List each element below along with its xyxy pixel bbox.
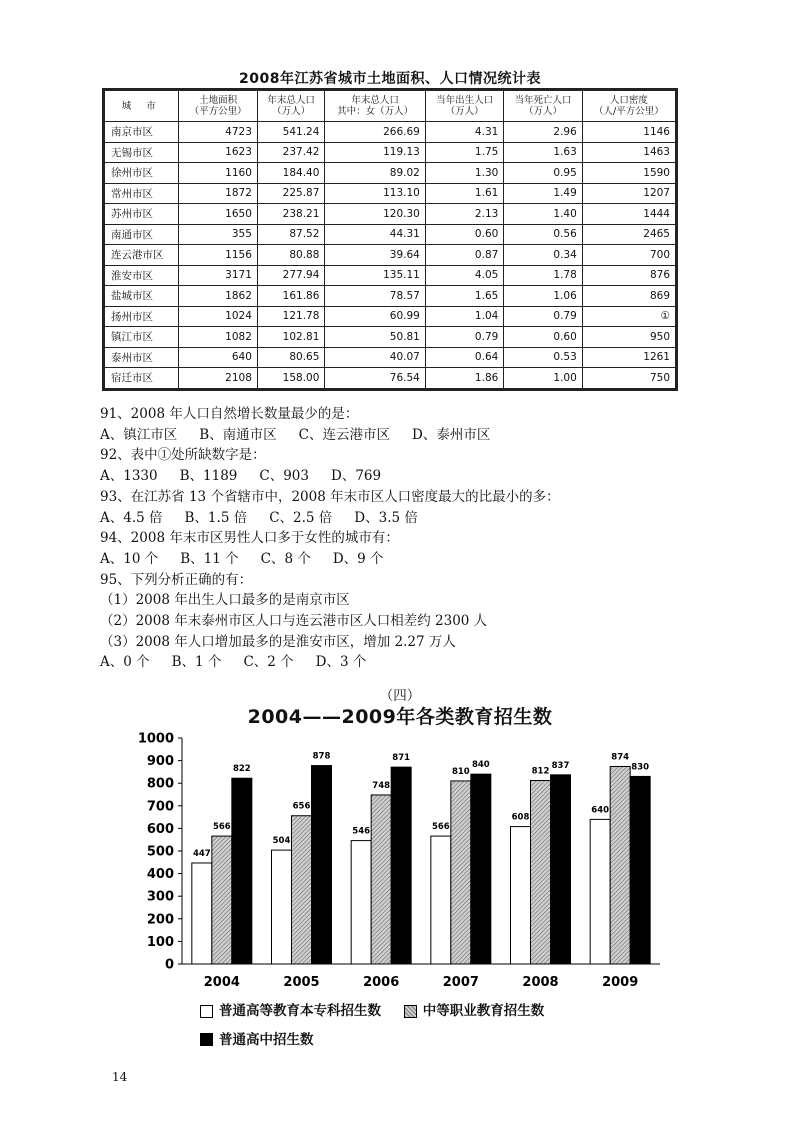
enrollment-bar-chart [120, 730, 680, 992]
question-95-options [100, 652, 740, 673]
city-name-cell: 淮安市区 [105, 265, 179, 286]
data-label: 837 [551, 760, 570, 771]
table-cell: 1261 [582, 347, 675, 368]
question-94-stem: 94、2008 年末市区男性人口多于女性的城市有： [100, 530, 399, 547]
data-label: 822 [232, 764, 251, 775]
table-cell: 1.78 [504, 265, 582, 286]
legend-swatch-white [200, 1005, 213, 1018]
table-cell: 277.94 [257, 265, 325, 286]
legend-swatch-hatch [404, 1005, 417, 1018]
option: B、1 个 [171, 654, 222, 671]
question-93-options [100, 508, 740, 529]
option: A、1330 [100, 468, 158, 485]
city-name-cell: 常州市区 [105, 183, 179, 204]
table-cell: 2108 [179, 368, 257, 389]
table-cell: 78.57 [325, 286, 425, 307]
legend-label: 普通高等教育本专科招生数 [219, 1003, 381, 1019]
section-label: （四） [379, 688, 421, 704]
option: D、泰州市区 [412, 426, 491, 443]
city-name-cell: 扬州市区 [105, 306, 179, 327]
table-cell: 50.81 [325, 327, 425, 348]
table-cell: 950 [582, 327, 675, 348]
question-92-options [100, 466, 740, 487]
table-row [105, 347, 676, 368]
statistics-table [104, 90, 676, 389]
data-label: 878 [312, 751, 331, 762]
data-label: 640 [591, 805, 610, 816]
city-name-cell: 南京市区 [105, 122, 179, 143]
chart-legend [200, 998, 760, 1055]
table-cell: 0.64 [425, 347, 503, 368]
x-tick-label: 2007 [442, 975, 479, 990]
option: B、1189 [179, 468, 238, 485]
y-tick-label: 500 [146, 844, 174, 860]
y-tick-label: 0 [164, 957, 174, 973]
table-cell: 1.30 [425, 163, 503, 184]
page-number: 14 [112, 1070, 128, 1084]
bar [272, 850, 292, 964]
table-cell: 113.10 [325, 183, 425, 204]
table-cell: 0.56 [504, 224, 582, 245]
y-tick-label: 800 [146, 776, 174, 792]
table-cell: 120.30 [325, 204, 425, 225]
table-cell: 355 [179, 224, 257, 245]
option: A、10 个 [100, 550, 159, 567]
option: D、769 [331, 468, 382, 485]
table-cell: 1.63 [504, 142, 582, 163]
table-cell: 80.88 [257, 245, 325, 266]
table-cell: 2465 [582, 224, 675, 245]
table-row [105, 327, 676, 348]
table-cell: 4.05 [425, 265, 503, 286]
table-cell: 87.52 [257, 224, 325, 245]
question-91-stem: 91、2008 年人口自然增长数量最少的是： [100, 406, 359, 422]
table-row [105, 163, 676, 184]
legend-swatch-black [200, 1033, 213, 1046]
table-cell: 1207 [582, 183, 675, 204]
table-cell: 2.13 [425, 204, 503, 225]
table-cell: 60.99 [325, 306, 425, 327]
table-cell: 876 [582, 265, 675, 286]
table-row [105, 306, 676, 327]
option: A、4.5 倍 [100, 509, 163, 526]
table-cell: 0.79 [504, 306, 582, 327]
bar [212, 836, 232, 964]
question-95-statement: （1）2008 年出生人口最多的是南京市区 [100, 592, 350, 609]
table-cell: 161.86 [257, 286, 325, 307]
table-cell: 135.11 [325, 265, 425, 286]
question-91-options [100, 425, 740, 446]
table-row [105, 224, 676, 245]
table-cell: 121.78 [257, 306, 325, 327]
legend-label: 普通高中招生数 [219, 1031, 314, 1048]
table-row [105, 142, 676, 163]
data-label: 566 [212, 822, 231, 833]
chart-title: 2004——2009年各类教育招生数 [247, 706, 553, 728]
table-cell: 2.96 [504, 122, 582, 143]
table-row [105, 183, 676, 204]
table-cell: 1.04 [425, 306, 503, 327]
table-cell: 0.53 [504, 347, 582, 368]
table-cell: 44.31 [325, 224, 425, 245]
data-label: 748 [372, 780, 391, 791]
option: A、0 个 [100, 654, 150, 671]
data-label: 504 [272, 836, 291, 847]
option: D、9 个 [332, 550, 384, 567]
option: C、2.5 倍 [269, 509, 333, 526]
table-cell: 1156 [179, 245, 257, 266]
table-row [105, 122, 676, 143]
bar [232, 778, 252, 964]
bar [590, 819, 610, 964]
bar [531, 780, 551, 964]
table-cell: 4.31 [425, 122, 503, 143]
table-cell: 0.60 [504, 327, 582, 348]
bar [292, 816, 312, 964]
y-tick-label: 700 [146, 799, 174, 815]
city-name-cell: 南通市区 [105, 224, 179, 245]
bar [511, 827, 531, 964]
option: C、903 [259, 468, 309, 485]
table-cell: 0.60 [425, 224, 503, 245]
table-cell: 869 [582, 286, 675, 307]
table-cell: 3171 [179, 265, 257, 286]
bar [371, 795, 391, 964]
y-tick-label: 900 [146, 754, 174, 770]
table-cell: 1862 [179, 286, 257, 307]
question-95-stem: 95、下列分析正确的有： [100, 571, 253, 588]
table-cell: 225.87 [257, 183, 325, 204]
y-tick-label: 200 [146, 912, 174, 928]
table-cell: 1.65 [425, 286, 503, 307]
x-tick-label: 2006 [363, 975, 400, 990]
option: D、3 个 [315, 654, 367, 671]
table-row [105, 204, 676, 225]
table-cell: 76.54 [325, 368, 425, 389]
x-tick-label: 2004 [203, 975, 240, 990]
table-cell: 700 [582, 245, 675, 266]
table-cell: 119.13 [325, 142, 425, 163]
table-cell: 266.69 [325, 122, 425, 143]
header-density: 人口密度 （人/平方公里） [582, 91, 675, 122]
question-94-options [100, 549, 740, 570]
y-tick-label: 400 [146, 867, 174, 883]
table-cell: 640 [179, 347, 257, 368]
table-cell: 0.79 [425, 327, 503, 348]
bar [451, 781, 471, 964]
table-cell: 1.06 [504, 286, 582, 307]
table-cell: 80.65 [257, 347, 325, 368]
table-header-row [105, 91, 676, 122]
header-city: 城 市 [105, 91, 179, 122]
bar [431, 836, 451, 964]
data-label: 608 [511, 812, 530, 823]
table-cell: 0.87 [425, 245, 503, 266]
header-deaths: 当年死亡人口 （万人） [504, 91, 582, 122]
table-cell: 1872 [179, 183, 257, 204]
table-row [105, 286, 676, 307]
data-label: 830 [631, 762, 650, 773]
question-95-statement: （2）2008 年末泰州市区人口与连云港市区人口相差约 2300 人 [100, 613, 488, 630]
bar [471, 774, 491, 964]
city-name-cell: 无锡市区 [105, 142, 179, 163]
question-92-stem: 92、表中①处所缺数字是： [100, 447, 266, 464]
header-female-population: 年末总人口 其中：女（万人） [325, 91, 425, 122]
y-tick-label: 300 [146, 889, 174, 905]
header-total-population: 年末总人口 （万人） [257, 91, 325, 122]
table-body [105, 122, 676, 389]
data-label: 656 [292, 801, 311, 812]
option: B、11 个 [180, 550, 239, 567]
city-name-cell: 泰州市区 [105, 347, 179, 368]
table-cell: 40.07 [325, 347, 425, 368]
data-label: 447 [192, 848, 211, 859]
city-name-cell: 盐城市区 [105, 286, 179, 307]
x-tick-label: 2008 [522, 975, 559, 990]
x-tick-label: 2005 [283, 975, 320, 990]
table-cell: 158.00 [257, 368, 325, 389]
bar [192, 863, 212, 964]
data-label: 874 [611, 752, 630, 763]
table-cell: 1590 [582, 163, 675, 184]
legend-row [200, 1027, 760, 1056]
table-cell: 1146 [582, 122, 675, 143]
table-cell: 1.61 [425, 183, 503, 204]
city-name-cell: 徐州市区 [105, 163, 179, 184]
option: D、3.5 倍 [354, 509, 418, 526]
table-cell: 1024 [179, 306, 257, 327]
bar [312, 766, 332, 964]
y-tick-label: 600 [146, 821, 174, 837]
bar [551, 775, 571, 964]
city-name-cell: 宿迁市区 [105, 368, 179, 389]
question-93-stem: 93、在江苏省 13 个省辖市中，2008 年末市区人口密度最大的比最小的多： [100, 488, 560, 505]
table-row [105, 265, 676, 286]
legend-row [200, 998, 760, 1027]
legend-item-high-school [200, 1027, 314, 1053]
header-births: 当年出生人口 （万人） [425, 91, 503, 122]
table-cell: 0.95 [504, 163, 582, 184]
table-cell: 1444 [582, 204, 675, 225]
table-cell: 1463 [582, 142, 675, 163]
city-name-cell: 镇江市区 [105, 327, 179, 348]
table-cell: 1.75 [425, 142, 503, 163]
table-row [105, 368, 676, 389]
y-tick-label: 100 [146, 934, 174, 950]
question-95-statement: （3）2008 年人口增加最多的是淮安市区，增加 2.27 万人 [100, 633, 456, 650]
legend-label: 中等职业教育招生数 [422, 1003, 545, 1019]
data-label: 546 [352, 826, 371, 837]
table-cell: 102.81 [257, 327, 325, 348]
bar [351, 841, 371, 964]
table-cell: 1.49 [504, 183, 582, 204]
data-label: 566 [431, 822, 450, 833]
table-cell: 541.24 [257, 122, 325, 143]
option: C、2 个 [243, 654, 294, 671]
table-cell: 238.21 [257, 204, 325, 225]
bar [610, 766, 630, 964]
data-label: 810 [451, 766, 470, 777]
option: B、1.5 倍 [184, 509, 248, 526]
option: B、南通市区 [199, 426, 277, 443]
bar [630, 776, 650, 964]
question-list [100, 404, 740, 673]
table-row [105, 245, 676, 266]
table-cell: 1160 [179, 163, 257, 184]
table-cell: 0.34 [504, 245, 582, 266]
data-label: 840 [471, 760, 490, 771]
data-label: 871 [392, 753, 411, 764]
y-tick-label: 1000 [137, 731, 174, 747]
header-land-area: 土地面积 （平方公里） [179, 91, 257, 122]
table-cell: 237.42 [257, 142, 325, 163]
table-cell: ① [582, 306, 675, 327]
option: A、镇江市区 [100, 426, 178, 443]
table-cell: 750 [582, 368, 675, 389]
table-cell: 1.00 [504, 368, 582, 389]
table-cell: 1623 [179, 142, 257, 163]
x-tick-label: 2009 [602, 975, 639, 990]
city-name-cell: 苏州市区 [105, 204, 179, 225]
option: C、8 个 [260, 550, 311, 567]
table-cell: 1.86 [425, 368, 503, 389]
city-name-cell: 连云港市区 [105, 245, 179, 266]
table-title: 2008年江苏省城市土地面积、人口情况统计表 [239, 71, 541, 87]
table-cell: 39.64 [325, 245, 425, 266]
data-label: 812 [531, 766, 550, 777]
bar [391, 767, 411, 964]
option: C、连云港市区 [298, 426, 391, 443]
table-cell: 1.40 [504, 204, 582, 225]
legend-item-vocational [404, 998, 545, 1024]
table-cell: 1650 [179, 204, 257, 225]
table-cell: 184.40 [257, 163, 325, 184]
table-cell: 4723 [179, 122, 257, 143]
table-cell: 1082 [179, 327, 257, 348]
legend-item-higher-education [200, 998, 381, 1024]
table-cell: 89.02 [325, 163, 425, 184]
